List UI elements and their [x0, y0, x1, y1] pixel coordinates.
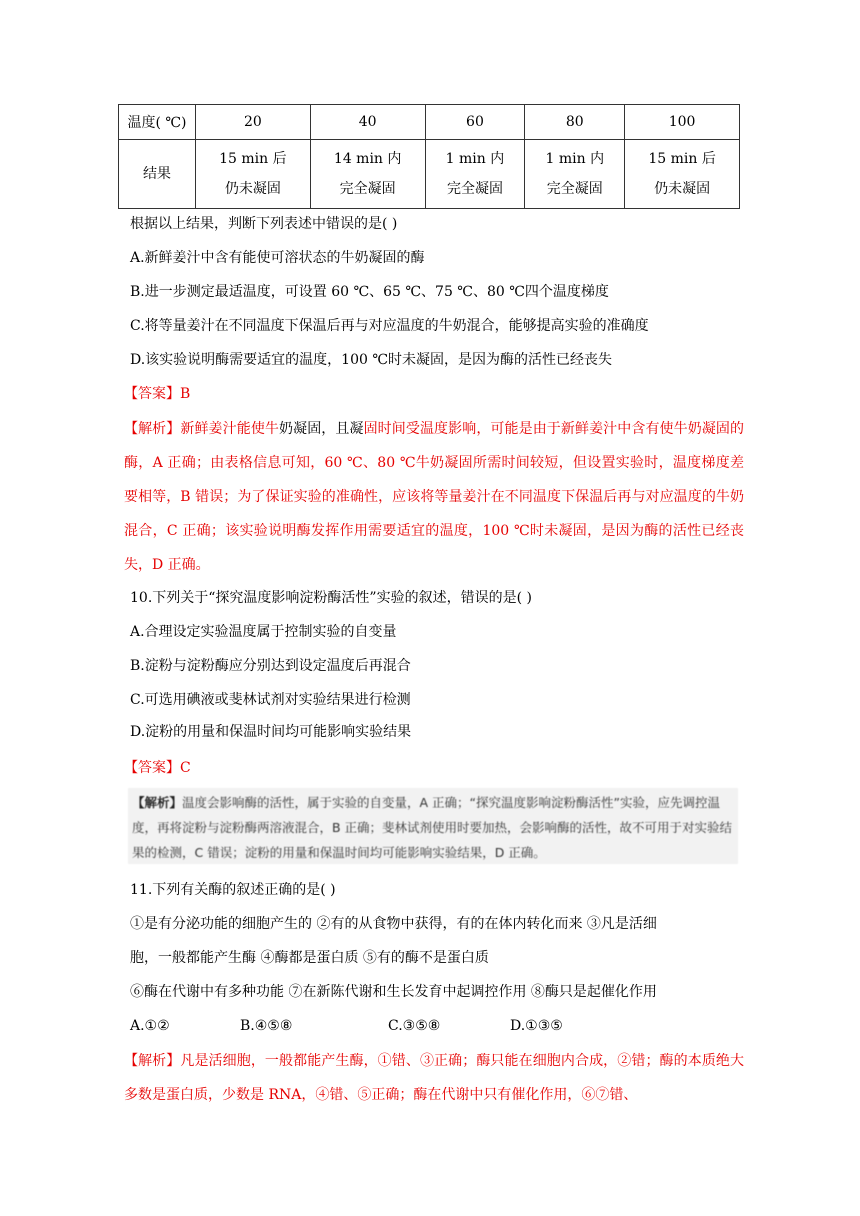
cell-line: 1 min 内	[445, 151, 505, 167]
q10-option-a: A.合理设定实验温度属于控制实验的自变量	[130, 624, 397, 640]
analysis-label: 【解析】	[132, 795, 183, 810]
table-cell	[625, 140, 740, 209]
q9-answer: 【答案】B	[124, 386, 191, 402]
q11-option-a: A.①②	[130, 1018, 170, 1034]
cell-line: 完全凝固	[339, 181, 396, 197]
q9-option-d: D.该实验说明酶需要适宜的温度，100 ℃时未凝固，是因为酶的活性已经丧失	[130, 352, 613, 368]
cell-line: 14 min 内	[333, 151, 402, 167]
q11-option-c: C.③⑤⑧	[388, 1018, 441, 1034]
q11-option-b: B.④⑤⑧	[240, 1018, 293, 1034]
cell-line: 15 min 后	[648, 151, 716, 167]
analysis-label: 【解析】	[124, 421, 181, 437]
table-header-row	[119, 105, 740, 140]
table-cell	[310, 140, 425, 209]
cell-line: 完全凝固	[446, 181, 503, 197]
q10-option-c: C.可选用碘液或斐林试剂对实验结果进行检测	[130, 692, 411, 708]
cell-line: 1 min 内	[545, 151, 605, 167]
q11-statements-line: 胞，一般都能产生酶 ④酶都是蛋白质 ⑤有的酶不是蛋白质	[130, 950, 489, 966]
analysis-text: 温度会影响酶的活性，属于实验的自变量，A 正确；“探究温度影响淀粉酶活性”实验，应先调控温度，再将淀粉与淀粉酶两溶液混合，B 正确；斐林试剂使用时要加热，会影响酶的活性，故不可用于对实验结果的检测，C 错误；淀粉的用量和保温时间均可能影响实验结果，D 正确。	[132, 795, 733, 860]
q10-stem: 10.下列关于“探究温度影响淀粉酶活性”实验的叙述，错误的是( )	[130, 590, 532, 606]
q10-option-b: B.淀粉与淀粉酶应分别达到设定温度后再混合	[130, 658, 411, 674]
table-row	[119, 140, 740, 209]
analysis-text: 新鲜姜汁能使牛	[180, 421, 280, 437]
table-cell	[196, 140, 311, 209]
q9-option-b: B.进一步测定最适温度，可设置 60 ℃、65 ℃、75 ℃、80 ℃四个温度梯度	[130, 284, 609, 300]
q11-statements-line: ⑥酶在代谢中有多种功能 ⑦在新陈代谢和生长发育中起调控作用 ⑧酶只是起催化作用	[130, 984, 657, 1000]
analysis-text: 奶凝固，且凝	[279, 421, 364, 437]
table-header-cell: 40	[310, 105, 425, 140]
q11-statements-line: ①是有分泌功能的细胞产生的 ②有的从食物中获得，有的在体内转化而来 ③凡是活细	[130, 916, 657, 932]
table-header-cell: 100	[625, 105, 740, 140]
cell-line: 完全凝固	[546, 181, 603, 197]
cell-line: 仍未凝固	[654, 181, 711, 197]
q9-analysis	[124, 412, 744, 582]
table-header-cell: 20	[196, 105, 311, 140]
analysis-text: 固时间受温度影响，可能是由于新鲜姜汁中含有使牛奶凝固的酶，A 正确；由表格信息可知，60 ℃、80 ℃牛奶凝固所需时间较短，但设置实验时，温度梯度差要相等，B 错误；为了保证实验的准确性，应该将等量姜汁在不同温度下保温后再与对应温度的牛奶混合，C 正确；该实验说明酶发挥作用需要适宜的温度，100 ℃时未凝固，是因为酶的活性已经丧失，D 正确。	[124, 421, 745, 573]
cell-line: 15 min 后	[219, 151, 287, 167]
q10-answer: 【答案】C	[124, 760, 191, 776]
table-header-cell: 温度( ℃)	[119, 105, 196, 140]
q11-options	[130, 1016, 563, 1036]
table-cell	[425, 140, 525, 209]
q11-stem: 11.下列有关酶的叙述正确的是( )	[130, 882, 336, 898]
q11-analysis	[124, 1044, 744, 1112]
q9-option-a: A.新鲜姜汁中含有能使可溶状态的牛奶凝固的酶	[130, 250, 425, 266]
q10-option-d: D.淀粉的用量和保温时间均可能影响实验结果	[130, 724, 412, 740]
analysis-text: 凡是活细胞，一般都能产生酶，①错、③正确；酶只能在细胞内合成，②错；酶的本质绝大多数是蛋白质，少数是 RNA，④错、⑤正确；酶在代谢中只有催化作用，⑥⑦错、	[124, 1053, 745, 1103]
q10-analysis-image	[128, 788, 738, 864]
q9-stem: 根据以上结果，判断下列表述中错误的是( )	[130, 216, 398, 232]
table-row-label: 结果	[119, 140, 196, 209]
results-table	[118, 104, 740, 209]
table-header-cell: 60	[425, 105, 525, 140]
analysis-label: 【解析】	[124, 1053, 181, 1069]
q11-option-d: D.①③⑤	[510, 1018, 563, 1034]
table-cell	[525, 140, 625, 209]
cell-line: 仍未凝固	[224, 181, 281, 197]
q9-option-c: C.将等量姜汁在不同温度下保温后再与对应温度的牛奶混合，能够提高实验的准确度	[130, 318, 649, 334]
table-header-cell: 80	[525, 105, 625, 140]
